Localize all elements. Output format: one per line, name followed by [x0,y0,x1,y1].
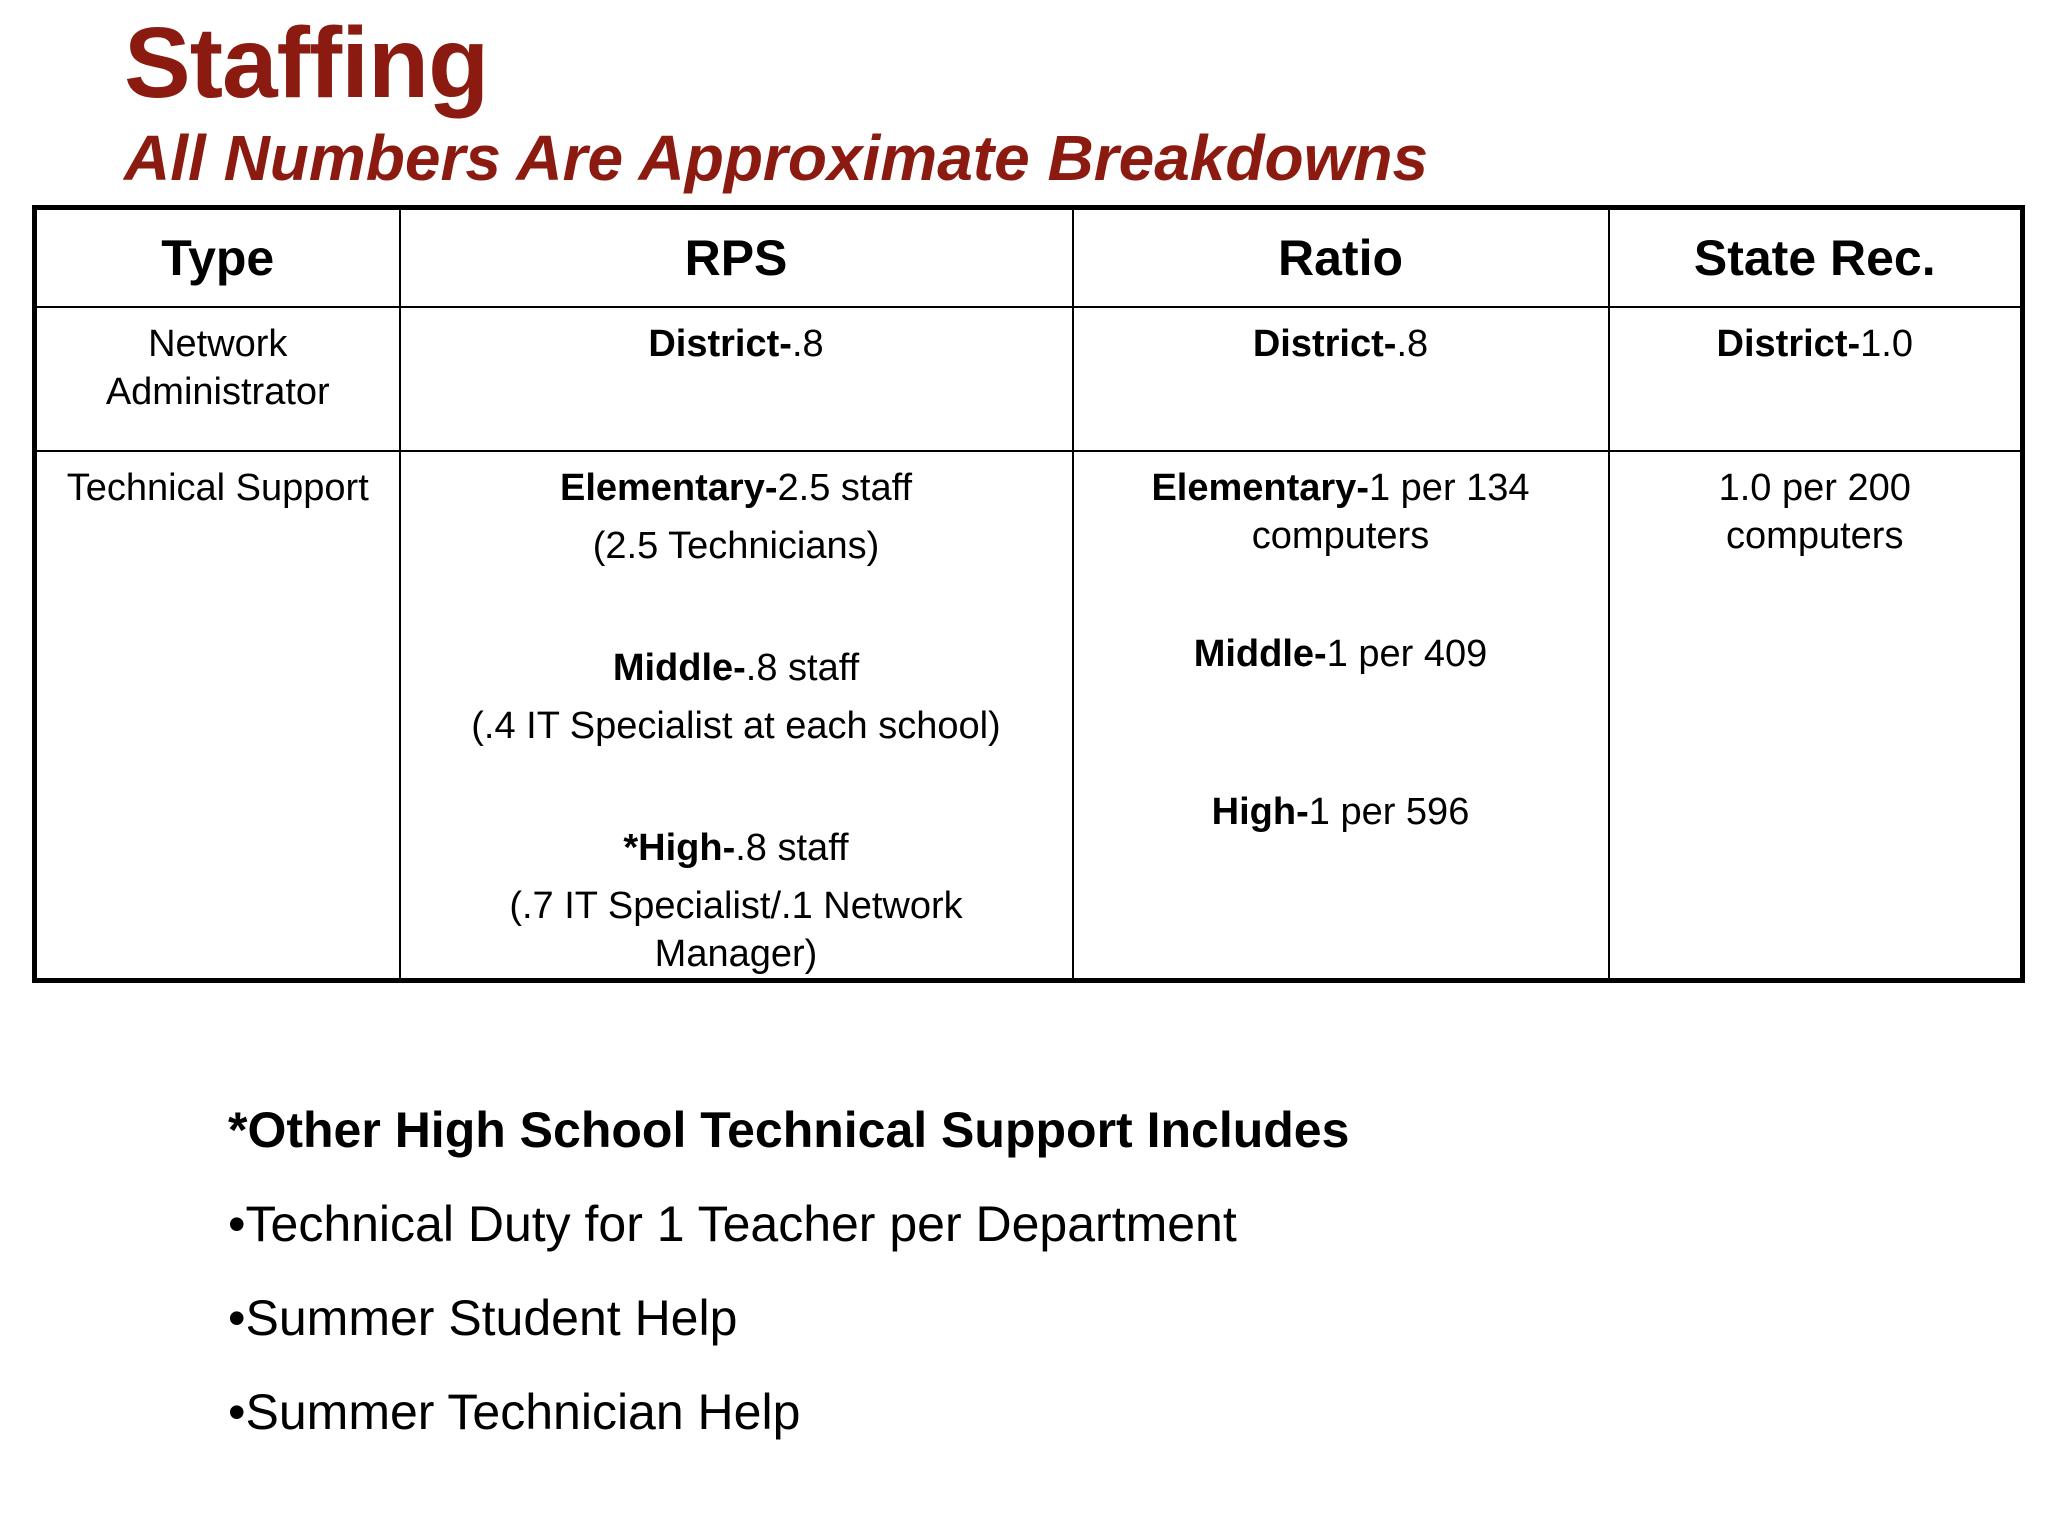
high-value: 1 per 596 [1308,791,1470,833]
elementary-value: 1 per 134 [1368,467,1530,509]
spacer [1078,678,1604,788]
middle-label: Middle- [1193,633,1327,675]
list-item: •Summer Technician Help [228,1384,801,1440]
notes-heading: *Other High School Technical Support Includes [228,1102,1350,1158]
type-line: Network [148,323,288,365]
state-ratio-unit: computers [1726,515,1904,557]
table-row [35,451,2023,981]
middle-ratio [1078,630,1604,678]
table-header-row [35,208,2023,308]
table-row [35,307,2023,451]
cell-ratio-tech-support [1073,451,1609,981]
cell-type-network-admin [35,307,400,451]
elementary-label: Elementary- [559,467,778,509]
district-label: District- [1252,323,1397,365]
spacer [405,750,1068,824]
high-ratio [1078,788,1604,836]
staffing-table [32,205,2025,983]
high-note: Manager) [654,933,818,975]
high-label: *High- [623,827,736,869]
page-subtitle: All Numbers Are Approximate Breakdowns [124,122,1429,194]
high-value: .8 staff [735,827,849,869]
cell-rps-tech-support [400,451,1073,981]
notes-section [228,1100,1349,1476]
list-item: •Technical Duty for 1 Teacher per Department [228,1196,1237,1252]
spacer [1078,560,1604,630]
list-item: •Summer Student Help [228,1290,738,1346]
middle-value: 1 per 409 [1326,633,1488,675]
state-ratio: 1.0 per 200 [1718,467,1911,509]
elementary-staff [405,464,1068,512]
cell-ratio-network-admin [1073,307,1609,451]
middle-label: Middle- [612,647,746,689]
page-title: Staffing [124,7,489,119]
high-label: High- [1211,791,1309,833]
district-value: .8 [791,323,824,365]
district-label: District- [648,323,792,365]
middle-note: (.4 IT Specialist at each school) [471,705,1001,747]
elementary-note: (2.5 Technicians) [592,525,880,567]
elementary-value: 2.5 staff [777,467,913,509]
cell-rps-network-admin [400,307,1073,451]
cell-state-tech-support [1609,451,2023,981]
type-line: Administrator [105,371,330,413]
cell-type-tech-support: Technical Support [35,451,400,981]
header-ratio: Ratio [1073,208,1609,308]
high-note: (.7 IT Specialist/.1 Network [509,885,963,927]
district-value: 1.0 [1860,323,1913,365]
header-type: Type [35,208,400,308]
middle-value: .8 staff [745,647,860,689]
header-rps: RPS [400,208,1073,308]
district-label: District- [1716,323,1861,365]
high-staff [405,824,1068,872]
district-value: .8 [1396,323,1429,365]
cell-state-network-admin [1609,307,2023,451]
elementary-ratio [1078,464,1604,512]
elementary-ratio-unit: computers [1251,515,1430,557]
middle-staff [405,644,1068,692]
elementary-label: Elementary- [1151,467,1369,509]
spacer [405,570,1068,644]
header-state-rec: State Rec. [1609,208,2023,308]
